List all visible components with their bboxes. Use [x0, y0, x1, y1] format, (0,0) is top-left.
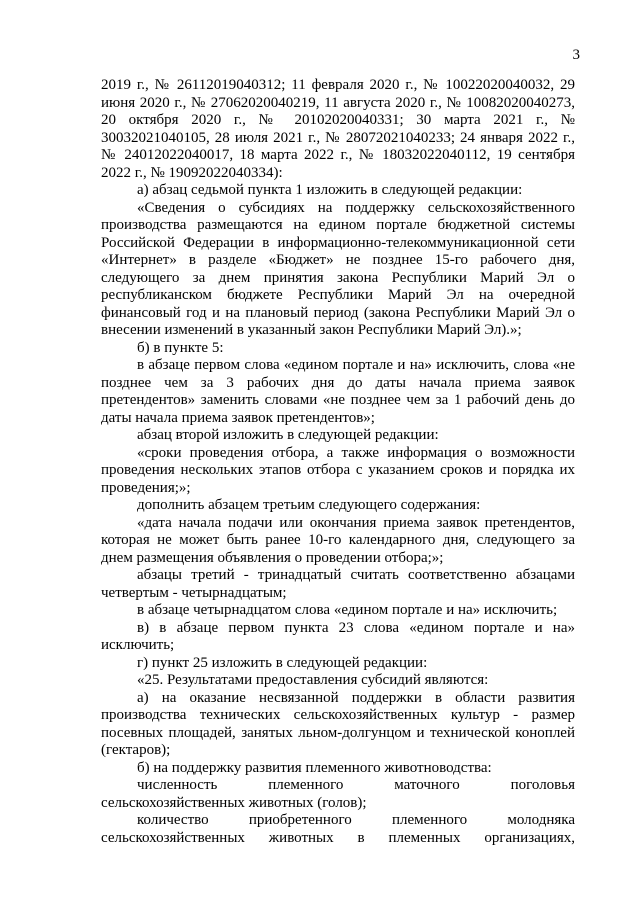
paragraph-selection-terms: «сроки проведения отбора, а также информация о возможности проведения нескольких этапов отбора с указанием сроков и порядка их проведения;»; [101, 444, 575, 496]
paragraph-item-b: б) в пункте 5: [137, 339, 224, 356]
document-body [101, 77, 575, 847]
paragraph-point-25: «25. Результатами предоставления субсидий являются: [137, 672, 489, 688]
paragraph-fourteenth-abzac: в абзаце четырнадцатом слова «едином портале и на» исключить; [137, 602, 558, 618]
paragraph-first-abzac: в абзаце первом слова «едином портале и на» исключить, слова «не позднее чем за 3 рабочих дня до даты начала приема заявок претендентов» заменить словами «не позднее чем за 1 рабочий день до даты начала приема заявок претендентов»; [101, 357, 575, 426]
paragraph-resolution-list: 2019 г., № 26112019040312; 11 февраля 2020 г., № 10022020040032, 29 июня 2020 г., № 27062020040219, 11 августа 2020 г., № 10082020040273, 20 октября 2020 г., № 20102020040331; 30 марта 2021 г., № 30032021040105, 28 июля 2021 г., № 28072021040233; 24 января 2022 г., № 24012022040017, 18 марта 2022 г., № 18032022040112, 19 сентября 2022 г., № 19092022040334): [101, 77, 575, 181]
paragraph-result-b: б) на поддержку развития племенного животноводства: [137, 759, 492, 776]
paragraph-young-stock: количество приобретенного племенного молодняка сельскохозяйственных животных в племенных организациях, [101, 812, 575, 846]
paragraph-item-v: в) в абзаце первом пункта 23 слова «едином портале и на» исключить; [101, 619, 575, 653]
paragraph-renumber: абзацы третий - тринадцатый считать соответственно абзацами четвертым - четырнадцатым; [101, 567, 575, 601]
paragraph-item-a: а) абзац седьмой пункта 1 изложить в следующей редакции: [137, 182, 523, 198]
paragraph-add-third-abzac: дополнить абзацем третьим следующего содержания: [137, 497, 481, 513]
page-number: 3 [572, 47, 580, 63]
paragraph-second-abzac: абзац второй изложить в следующей редакции: [137, 427, 439, 443]
paragraph-result-a: а) на оказание несвязанной поддержки в области развития производства технических сельскохозяйственных культур - размер посевных площадей, занятых льном-долгунцом и технической коноплей (гектаров); [101, 689, 575, 758]
paragraph-subsidy-info: «Сведения о субсидиях на поддержку сельскохозяйственного производства размещаются на едином портале бюджетной системы Российской Федерации в информационно-телекоммуникационной сети «Интернет» в разделе «Бюджет» не позднее 15-го рабочего дня, следующего за днем принятия закона Республики Марий Эл о республиканском бюджете Республики Марий Эл на очередной финансовый год и на плановый период (закона Республики Марий Эл о внесении изменений в указанный закон Республики Марий Эл).»; [101, 199, 575, 338]
paragraph-livestock-count: численность племенного маточного поголовья сельскохозяйственных животных (голов); [101, 777, 575, 811]
paragraph-item-g: г) пункт 25 изложить в следующей редакции: [137, 654, 428, 671]
paragraph-application-date: «дата начала подачи или окончания приема заявок претендентов, которая не может быть ранее 10-го календарного дня, следующего за днем размещения объявления о проведении отбора;»; [101, 514, 575, 566]
